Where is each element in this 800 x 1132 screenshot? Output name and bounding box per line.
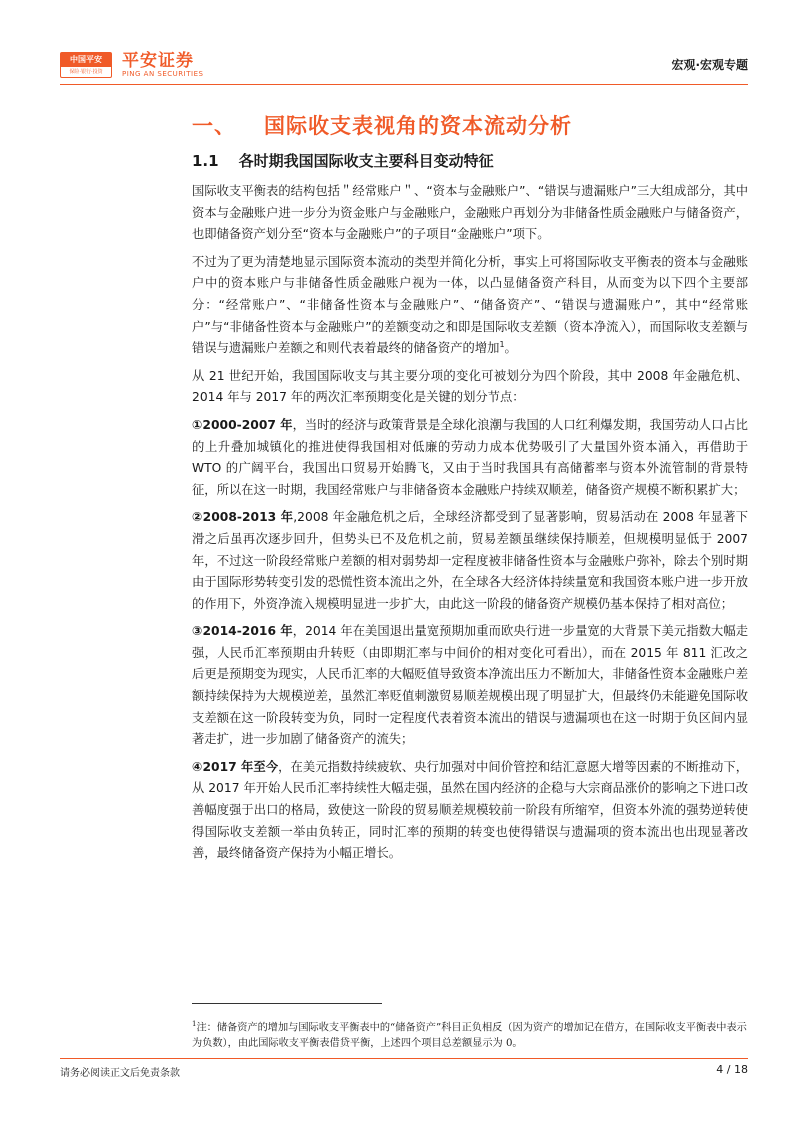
- footnote-reference[interactable]: 1: [499, 340, 505, 350]
- footnote: [192, 1016, 748, 1052]
- paragraph-stages-intro: 从 21 世纪开始，我国国际收支与其主要分项的变化可被划分为四个阶段，其中 2008 年金融危机、2014 年与 2017 年的两次汇率预期变化是关键的划分节点：: [192, 368, 748, 405]
- page-header: [60, 52, 748, 80]
- footer-divider: [60, 1058, 748, 1059]
- logo-box-bottom-text: 保险·银行·投资: [69, 69, 103, 75]
- body-text: [192, 181, 748, 871]
- footnote-text: 注：储备资产的增加与国际收支平衡表中的“储备资产”科目正负相反（因为资产的增加记在借方，在国际收支平衡表中表示为负数），由此国际收支平衡表借贷平衡，上述四个项目总差额显示为 0。: [192, 1022, 747, 1050]
- stage-2-text: ,2008 年金融危机之后，全球经济都受到了显著影响，贸易活动在 2008 年显著下滑之后虽再次逐步回升，但势头已不及危机之前，贸易差额虽继续保持顺差，但规模明显低于 2007 年，不过这一阶段经常账户差额的相对弱势却一定程度被非储备性资本与金融账户弥补，除去个别时期由于国际形势转变引发的恐慌性资本流出之外，在全球各大经济体持续量宽和我国资本账户进一步开放的作用下，外资净流入规模明显进一步扩大，由此这一阶段的储备资产规模仍基本保持了相对高位；: [192, 510, 748, 611]
- paragraph-stage-4: [192, 757, 748, 865]
- subsection-title: 各时期我国国际收支主要科目变动特征: [238, 152, 494, 170]
- section-title: 国际收支表视角的资本流动分析: [264, 114, 572, 138]
- paragraph-stage-2: [192, 507, 748, 615]
- paragraph-structure: 国际收支平衡表的结构包括＂经常账户＂、“资本与金融账户”、“错误与遗漏账户”三大组成部分，其中资本与金融账户进一步分为资金账户与金融账户，金融账户再划分为非储备性质金融账户与储备资产，也即储备资产划分至“资本与金融账户”的子项目“金融账户”项下。: [192, 184, 748, 242]
- ping-an-group-logo: [60, 52, 112, 78]
- paragraph-stage-3: [192, 621, 748, 751]
- paragraph-stage-1: [192, 415, 748, 501]
- ping-an-securities-logo: [122, 52, 203, 79]
- stage-1-lead: ①2000-2007 年: [192, 417, 293, 432]
- stage-1-text: ，当时的经济与政策背景是全球化浪潮与我国的人口红利爆发期，我国劳动人口占比的上升叠加城镇化的推进使得我国相对低廉的劳动力成本优势吸引了大量国外资本涌入，再借助于 WTO 的广阔平台，我国出口贸易开始腾飞，又由于当时我国具有高储蓄率与资本外流管制的背景特征，所以在这一时期，我国经常账户与非储备资本金融账户持续双顺差，储备资产规模不断积累扩大；: [192, 417, 748, 497]
- logo-cn-text: 平安证券: [122, 51, 194, 71]
- footnote-divider: [192, 1003, 382, 1004]
- stage-3-lead: ③2014-2016 年: [192, 624, 293, 639]
- stage-4-text: ，在美元指数持续疲软、央行加强对中间价管控和结汇意愿大增等因素的不断推动下，从 2017 年开始人民币汇率持续性大幅走强，虽然在国内经济的企稳与大宗商品涨价的影响之下进口改善幅度强于出口的格局，致使这一阶段的贸易顺差规模较前一阶段有所缩窄，但资本外流的强势逆转使得国际收支差额一举由负转正，同时汇率的预期的转变也使得错误与遗漏项的资本流出也出现显著改善，最终储备资产保持为小幅正增长。: [192, 759, 748, 861]
- paragraph-simplification: [192, 252, 748, 360]
- page-number: 4 / 18: [716, 1063, 748, 1076]
- logo-box-top-text: 中国平安: [61, 53, 111, 67]
- section-heading: [192, 110, 572, 140]
- report-category: 宏观·宏观专题: [671, 58, 748, 72]
- stage-2-lead: ②2008-2013 年: [192, 510, 294, 525]
- paragraph-simplification-text: 不过为了更为清楚地显示国际资本流动的类型并简化分析，事实上可将国际收支平衡表的资本与金融账户中的资本账户与非储备性质金融账户视为一体，以凸显储备资产科目，从而变为以下四个主要部分：“经常账户”、“非储备性资本与金融账户”、“储备资产”、“错误与遗漏账户”，其中“经常账户”与“非储备性资本与金融账户”的差额变动之和即是国际收支差额（资本净流入），而国际收支差额与错误与遗漏账户差额之和则代表着最终的储备资产的增加: [192, 254, 748, 356]
- footnote-marker: 1: [192, 1020, 197, 1028]
- header-divider: [60, 84, 748, 85]
- subsection-number: 1.1: [192, 152, 219, 170]
- paragraph-simplification-end: 。: [504, 341, 517, 356]
- subsection-heading: [192, 150, 494, 171]
- disclaimer-notice: 请务必阅读正文后免责条款: [60, 1068, 180, 1079]
- stage-3-text: ，2014 年在美国退出量宽预期加重而欧央行进一步量宽的大背景下美元指数大幅走强，人民币汇率预期由升转贬（由即期汇率与中间价的相对变化可看出），而在 2015 年 811 汇改之后更是预期变为现实，人民币汇率的大幅贬值导致资本净流出压力不断加大，非储备性资本金融账户差额持续保持为大规模逆差，虽然汇率贬值刺激贸易顺差规模出现了明显扩大，但最终仍未能避免国际收支差额在这一阶段转变为负，同时一定程度代表着资本流出的错误与遗漏项也在这一时期于负区间内显著走扩，进一步加剧了储备资产的流失；: [192, 624, 748, 747]
- logo-en-text: PING AN SECURITIES: [122, 70, 204, 78]
- stage-4-lead: ④2017 年至今: [192, 759, 279, 774]
- section-number: 一、: [192, 114, 236, 138]
